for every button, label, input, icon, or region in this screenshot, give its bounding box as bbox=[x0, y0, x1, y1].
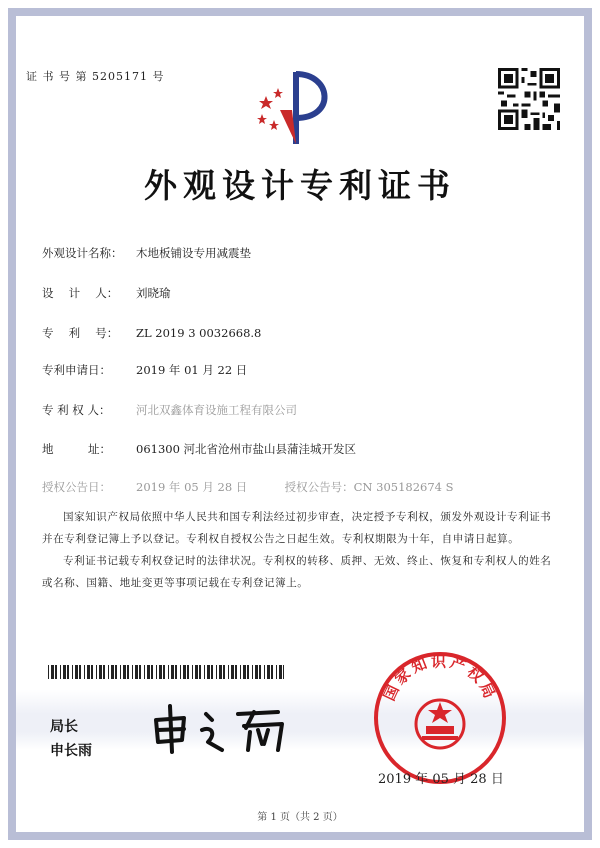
seal-date: 2019 年 05 月 28 日 bbox=[378, 772, 504, 787]
designer-row bbox=[42, 285, 171, 301]
grant-date-label: 授权公告日： bbox=[42, 480, 111, 494]
address-value: 061300 河北省沧州市盐山县蒲洼城开发区 bbox=[136, 442, 357, 456]
patent-number-label: 专 利 号： bbox=[42, 326, 119, 340]
address-row bbox=[42, 441, 356, 457]
director-name: 申长雨 bbox=[50, 743, 92, 759]
designer-value: 刘晓瑜 bbox=[136, 286, 171, 300]
design-name-row bbox=[42, 245, 251, 261]
filing-date-row bbox=[42, 362, 247, 378]
filing-date-label: 专利申请日： bbox=[42, 363, 111, 377]
design-name-value: 木地板铺设专用减震垫 bbox=[136, 246, 251, 260]
director-signature bbox=[150, 700, 300, 756]
page-number: 第 1 页（共 2 页） bbox=[257, 812, 343, 823]
patent-number-row bbox=[42, 325, 261, 341]
address-label: 地 址： bbox=[42, 442, 111, 456]
design-name-label: 外观设计名称： bbox=[42, 246, 123, 260]
statement-paragraph: 国家知识产权局依照中华人民共和国专利法经过初步审查，决定授予专利权，颁发外观设计专利证书并在专利登记簿上予以登记。专利权自授权公告之日起生效。专利权期限为十年，自申请日起算。 bbox=[42, 511, 552, 545]
barcode bbox=[48, 665, 284, 679]
statement-paragraph: 专利证书记载专利权登记时的法律状况。专利权的转移、质押、无效、终止、恢复和专利权人的姓名或名称、国籍、地址变更等事项记载在专利登记簿上。 bbox=[42, 555, 552, 589]
patentee-value: 河北双鑫体育设施工程有限公司 bbox=[136, 403, 297, 417]
director-title: 局长 bbox=[50, 719, 78, 735]
certificate-number: 证 书 号 第 5205171 号 bbox=[26, 70, 165, 83]
filing-date-value: 2019 年 01 月 22 日 bbox=[136, 363, 248, 377]
certificate-statement bbox=[42, 506, 556, 594]
patentee-row bbox=[42, 402, 297, 418]
patentee-label: 专 利 权 人： bbox=[42, 403, 111, 417]
official-seal bbox=[372, 650, 508, 786]
designer-label: 设 计 人： bbox=[42, 286, 119, 300]
grant-number-value: CN 305182674 S bbox=[353, 480, 454, 494]
patent-office-logo bbox=[252, 68, 332, 148]
svg-text:国家知识产权局 bbox=[380, 652, 500, 703]
grant-row bbox=[42, 479, 454, 495]
patent-number-value: ZL 2019 3 0032668.8 bbox=[136, 326, 262, 340]
qr-code bbox=[498, 68, 560, 130]
certificate-title: 外观设计专利证书 bbox=[144, 166, 456, 205]
seal-text: 国家知识产权局 bbox=[380, 652, 500, 704]
grant-number-label: 授权公告号： bbox=[284, 480, 354, 494]
grant-date-value: 2019 年 05 月 28 日 bbox=[136, 480, 248, 494]
